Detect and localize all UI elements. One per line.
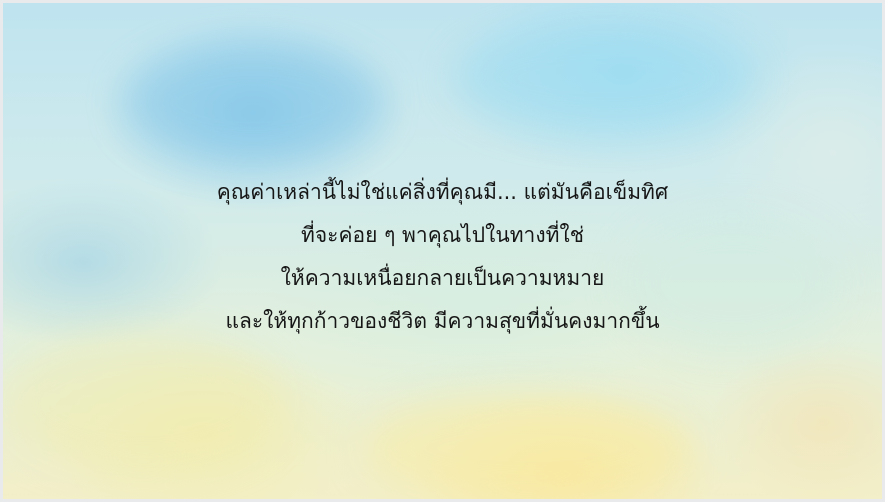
watercolor-wash — [123, 43, 383, 163]
quote-line-3: ให้ความเหนื่อยกลายเป็นความหมาย — [280, 266, 605, 290]
watercolor-wash — [3, 333, 283, 473]
quote-line-2: ที่จะค่อย ๆ พาคุณไปในทางที่ใช่ — [301, 223, 584, 247]
quote-line-1: คุณค่าเหล่านี้ไม่ใช่แค่สิ่งที่คุณมี... แต่มันคือเข็มทิศ — [216, 180, 669, 204]
quote-text-box[interactable] — [3, 171, 882, 343]
slide-canvas — [3, 3, 882, 499]
watercolor-wash — [453, 23, 753, 133]
watercolor-wash — [363, 393, 693, 499]
quote-line-4: และให้ทุกก้าวของชีวิต มีความสุขที่มั่นคงมากขึ้น — [225, 309, 660, 333]
